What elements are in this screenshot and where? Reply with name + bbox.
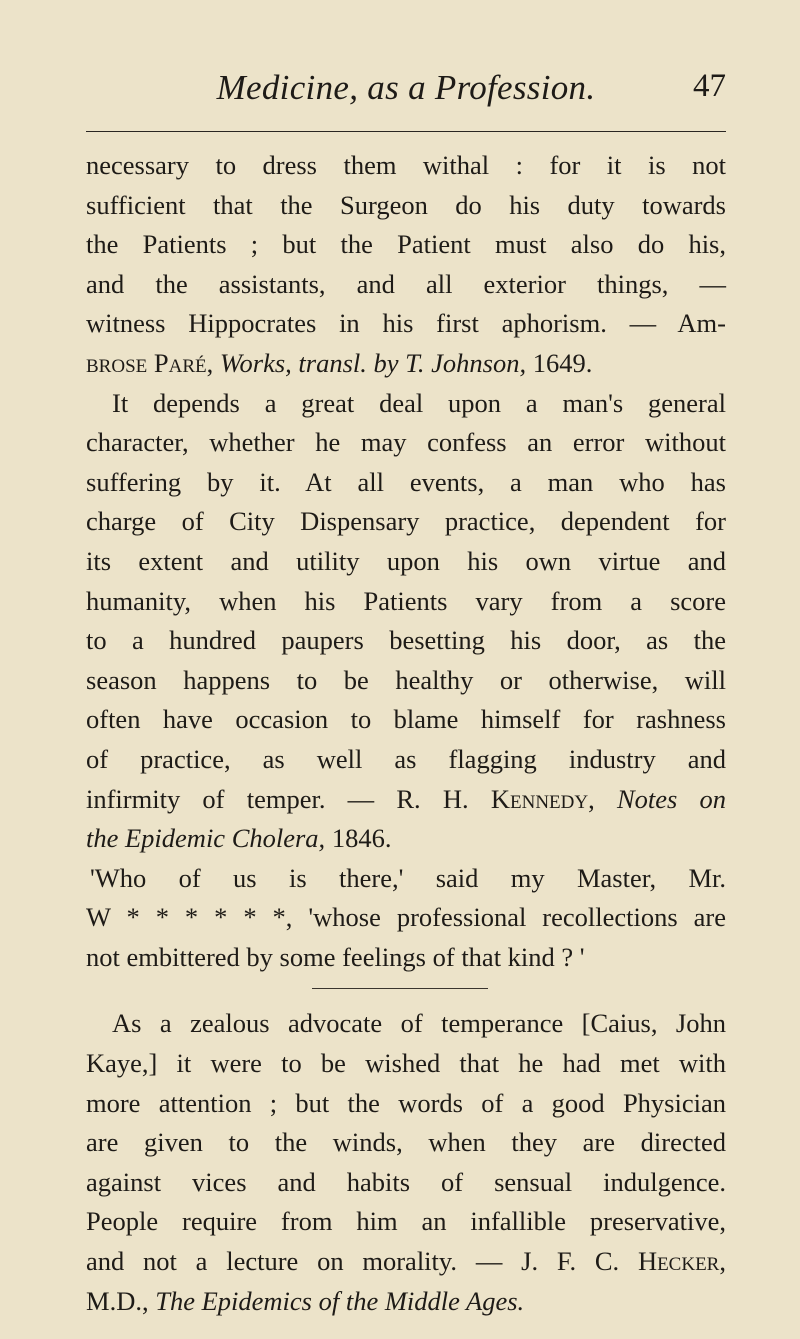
cite-text: infirmity of temper. —: [86, 783, 375, 814]
text-line: suffering by it. At all events, a man who has: [86, 466, 726, 497]
cite-degree: M.D.,: [86, 1285, 149, 1316]
text-line: the Patients ; but the Patient must also do his,: [86, 229, 726, 260]
kennedy-citation-line-2: [86, 819, 726, 859]
page-number: 47: [693, 68, 726, 104]
cite-year: 1649.: [532, 347, 593, 378]
cite-author: R. H. Kennedy,: [396, 783, 595, 814]
kennedy-citation-line: [86, 780, 726, 820]
text-line: character, whether he may confess an error without: [86, 427, 726, 458]
text-line: charge of City Dispensary practice, dependent for: [86, 506, 726, 537]
text-line: People require from him an infallible preservative,: [86, 1206, 726, 1237]
text-line: humanity, when his Patients vary from a score: [86, 585, 726, 616]
text-line: against vices and habits of sensual indulgence.: [86, 1166, 726, 1197]
cite-text: and not a lecture on morality. —: [86, 1246, 503, 1277]
body-text: [86, 146, 726, 1321]
text-line: season happens to be healthy or otherwise, will: [86, 664, 726, 695]
running-head: [86, 64, 726, 114]
section-divider: [312, 988, 488, 989]
text-line: and the assistants, and all exterior things, —: [86, 268, 726, 299]
text-line: Kaye,] it were to be wished that he had met with: [86, 1048, 726, 1079]
text-line: often have occasion to blame himself for rashness: [86, 704, 726, 735]
cite-work: the Epidemic Cholera,: [86, 823, 326, 854]
text-line: It depends a great deal upon a man's general: [112, 387, 726, 418]
text-line: of practice, as well as flagging industry and: [86, 743, 726, 774]
text-line: not embittered by some feelings of that kind ? ': [86, 941, 585, 972]
text-line: W * * * * * *, 'whose professional recollections are: [86, 902, 726, 933]
text-line: are given to the winds, when they are directed: [86, 1127, 726, 1158]
cite-work: Works,: [219, 347, 292, 378]
running-title: Medicine, as a Profession.: [216, 68, 596, 107]
header-rule: [86, 131, 726, 132]
cite-work: The Epidemics of the Middle Ages.: [155, 1285, 525, 1316]
cite-year: 1846.: [331, 823, 392, 854]
cite-translation: transl. by T. Johnson,: [298, 347, 527, 378]
cite-work: Notes on: [616, 783, 727, 814]
text-line: 'Who of us is there,' said my Master, Mr.: [90, 862, 726, 893]
text-line: sufficient that the Surgeon do his duty towards: [86, 189, 726, 220]
cite-author: brose Paré,: [86, 347, 214, 378]
text-line: As a zealous advocate of temperance [Caius, John: [112, 1008, 726, 1039]
text-line: more attention ; but the words of a good Physician: [86, 1087, 726, 1118]
hecker-citation-line: [86, 1242, 726, 1282]
section-gap: [86, 977, 726, 1004]
text-line: its extent and utility upon his own virtue and: [86, 545, 726, 576]
text-line: necessary to dress them withal : for it is not: [86, 150, 726, 180]
pare-citation-line: [86, 344, 726, 384]
cite-author: J. F. C. Hecker,: [521, 1246, 726, 1277]
text-line: witness Hippocrates in his first aphorism. — Am-: [86, 308, 726, 339]
hecker-citation-line-2: [86, 1282, 726, 1322]
text-line: to a hundred paupers besetting his door, as the: [86, 625, 726, 656]
